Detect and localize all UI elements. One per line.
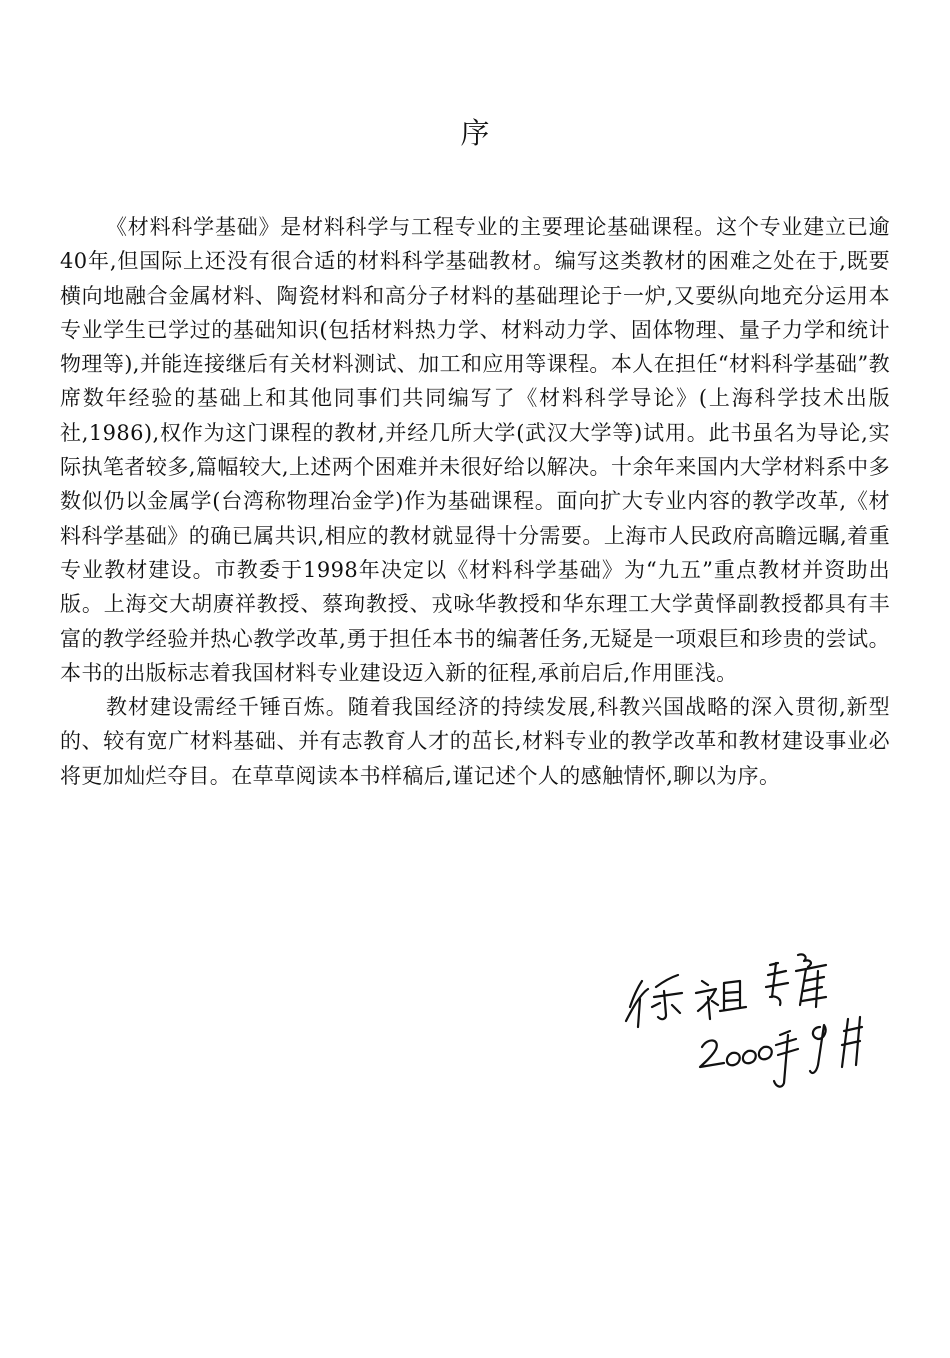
signature-stroke (766, 963, 788, 1005)
signature-stroke (842, 1017, 862, 1067)
signature-drawing (620, 935, 880, 1100)
signature-stroke (796, 954, 826, 1007)
paragraph: 《材料科学基础》是材料科学与工程专业的主要理论基础课程。这个专业建立已逾40年,但国际上还没有很合适的材料科学基础教材。编写这类教材的困难之处在于,既要横向地融合金属材料、陶瓷材料和高分子材料的基础理论于一炉,又要纵向地充分运用本专业学生已学过的基础知识(包括材料热力学、材料动力学、固体物理、量子力学和统计物理等),并能连接继后有关材料测试、加工和应用等课程。本人在担任“材料科学基础”教席数年经验的基础上和其他同事们共同编写了《材料科学导论》(上海科学技术出版社,1986),权作为这门课程的教材,并经几所大学(武汉大学等)试用。此书虽名为导论,实际执笔者较多,篇幅较大,上述两个困难并未很好给以解决。十余年来国内大学材料系中多数似仍以金属学(台湾称物理冶金学)作为基础课程。面向扩大专业内容的教学改革,《材料科学基础》的确已属共识,相应的教材就显得十分需要。上海市人民政府高瞻远瞩,着重专业教材建设。市教委于1998年决定以《材料科学基础》为“九五”重点教材并资助出版。上海交大胡赓祥教授、蔡珣教授、戎咏华教授和华东理工大学黄怿副教授都具有丰富的教学经验并热心教学改革,勇于担任本书的编著任务,无疑是一项艰巨和珍贵的尝试。本书的出版标志着我国材料专业建设迈入新的征程,承前启后,作用匪浅。 (60, 215, 890, 685)
signature-stroke (720, 981, 746, 1011)
handwritten-signature (620, 935, 880, 1100)
signature-stroke (774, 1031, 798, 1087)
signature-stroke (626, 981, 648, 1027)
signature-stroke (810, 1025, 826, 1073)
page-title: 序 (460, 116, 490, 150)
paragraph: 教材建设需经千锤百炼。随着我国经济的持续发展,科教兴国战略的深入贯彻,新型的、较有宽广材料基础、并有志教育人才的茁长,材料专业的教学改革和教材建设事业必将更加灿烂夺目。在草草阅读本书样稿后,谨记述个人的感触情怀,聊以为序。 (60, 695, 890, 788)
preface-body (60, 210, 890, 793)
signature-stroke (696, 981, 718, 1019)
signature-stroke (652, 975, 682, 1019)
signature-stroke (700, 1040, 724, 1067)
signature-stroke (727, 1047, 772, 1065)
